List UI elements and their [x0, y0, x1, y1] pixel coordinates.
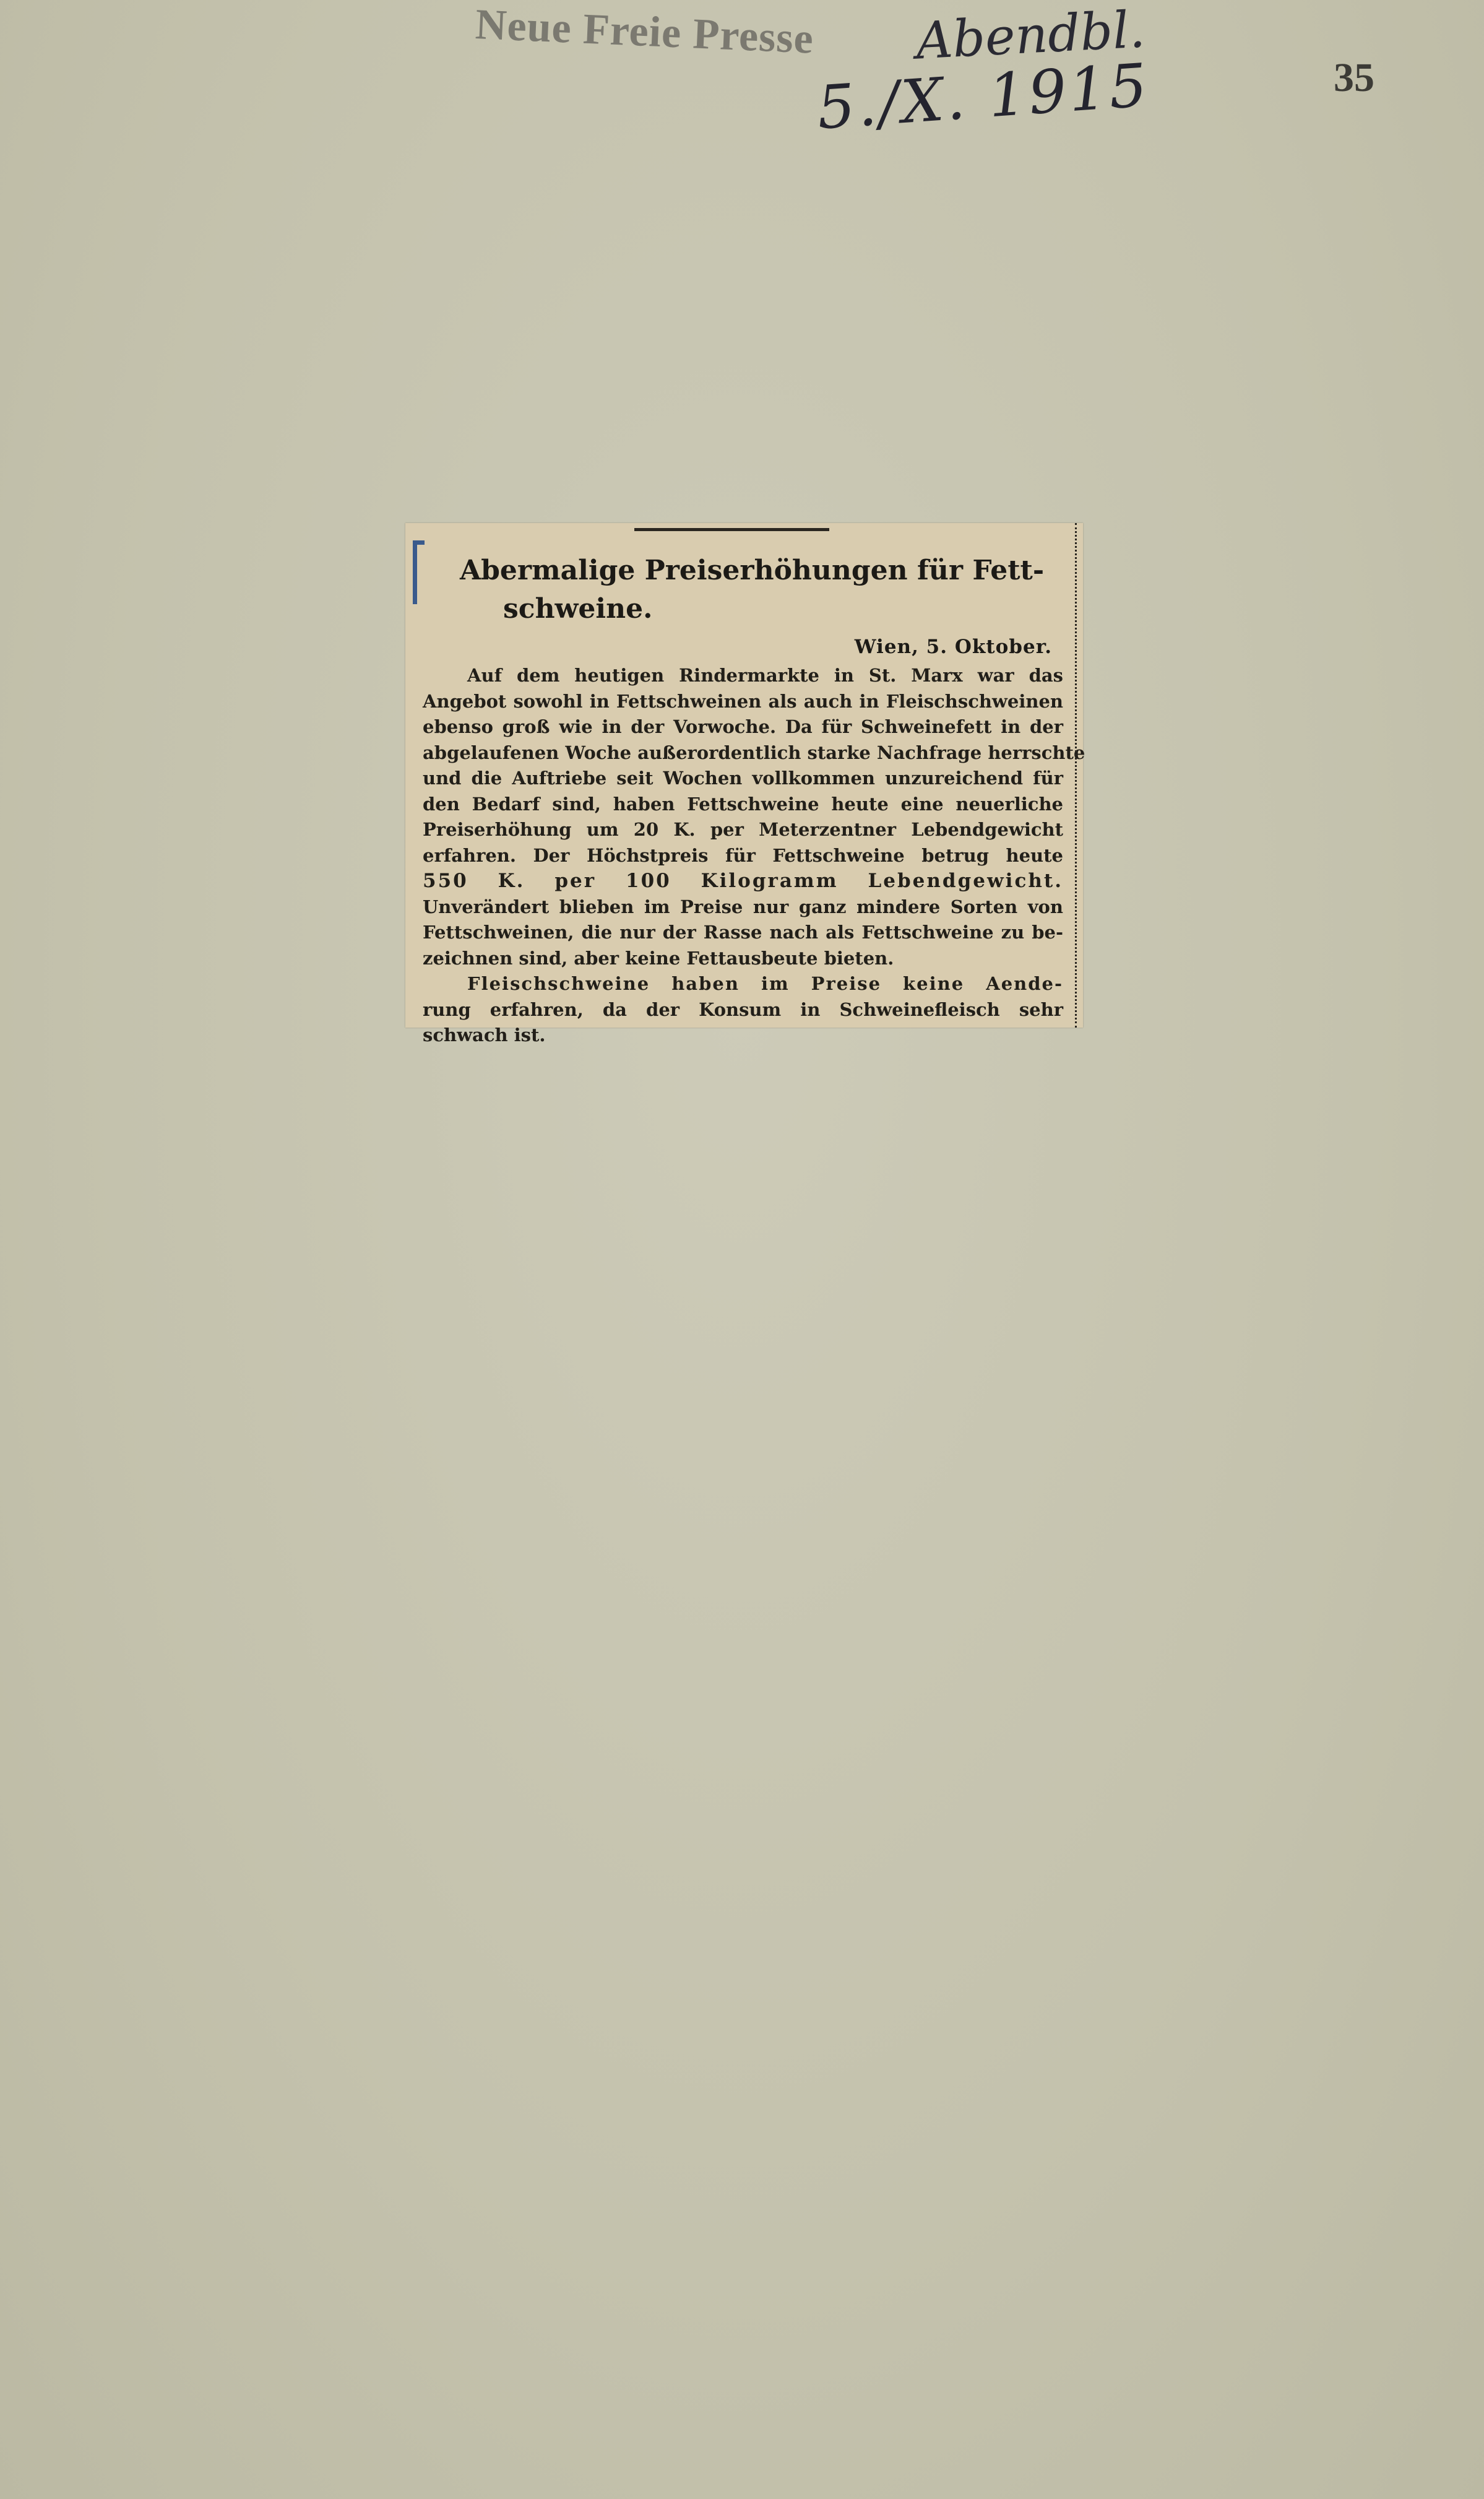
page-number: 35 [1334, 55, 1374, 100]
newspaper-clipping [405, 523, 1085, 1046]
body-line: Unverändert blieben im Preise nur ganz mindere Sorten von [423, 896, 1063, 917]
body-line: Fleischschweine haben im Preise keine Aende- [467, 973, 1063, 994]
body-line: Fettschweinen, die nur der Rasse nach als Fettschweine zu be- [423, 922, 1063, 943]
body-line: Angebot sowohl in Fettschweinen als auch in Fleischschweinen [423, 690, 1063, 712]
newspaper-stamp: Neue Freie Presse [474, 0, 815, 63]
headline-line-1: Abermalige Preiserhöhungen für Fett- [460, 555, 1045, 586]
body-line: den Bedarf sind, haben Fettschweine heute eine neuerliche [423, 793, 1063, 815]
body-line: Auf dem heutigen Rindermarkte in St. Marx war das [467, 665, 1063, 686]
clipping-headline [460, 552, 1063, 628]
body-line: rung erfahren, da der Konsum in Schweinefleisch sehr [423, 998, 1063, 1020]
body-line: Preiserhöhung um 20 K. per Meterzentner Lebendgewicht [423, 819, 1063, 840]
blue-pencil-bracket [413, 540, 425, 604]
body-line: und die Auftriebe seit Wochen vollkommen unzureichend für [423, 768, 1063, 789]
body-line: abgelaufenen Woche außerordentlich starke Nachfrage herrschte [423, 742, 1085, 763]
handwritten-edition-note: Abendbl. [914, 0, 1147, 71]
handwritten-date-note: 5./X. 1915 [814, 50, 1152, 143]
clipping-cut-edge [1075, 523, 1077, 1028]
top-rule [634, 528, 829, 531]
body-line: ebenso groß wie in der Vorwoche. Da für Schweinefett in der [423, 716, 1063, 737]
clipping-dateline: Wien, 5. Oktober. [854, 636, 1052, 658]
body-line: zeichnen sind, aber keine Fettausbeute bieten. [423, 947, 894, 969]
headline-line-2: schweine. [503, 593, 653, 625]
body-line: schwach ist. [423, 1024, 546, 1046]
clipping-body [423, 663, 1085, 1049]
body-line: 550 K. per 100 Kilogramm Lebendgewicht. [423, 870, 1063, 892]
body-line: erfahren. Der Höchstpreis für Fettschweine betrug heute [423, 844, 1063, 866]
